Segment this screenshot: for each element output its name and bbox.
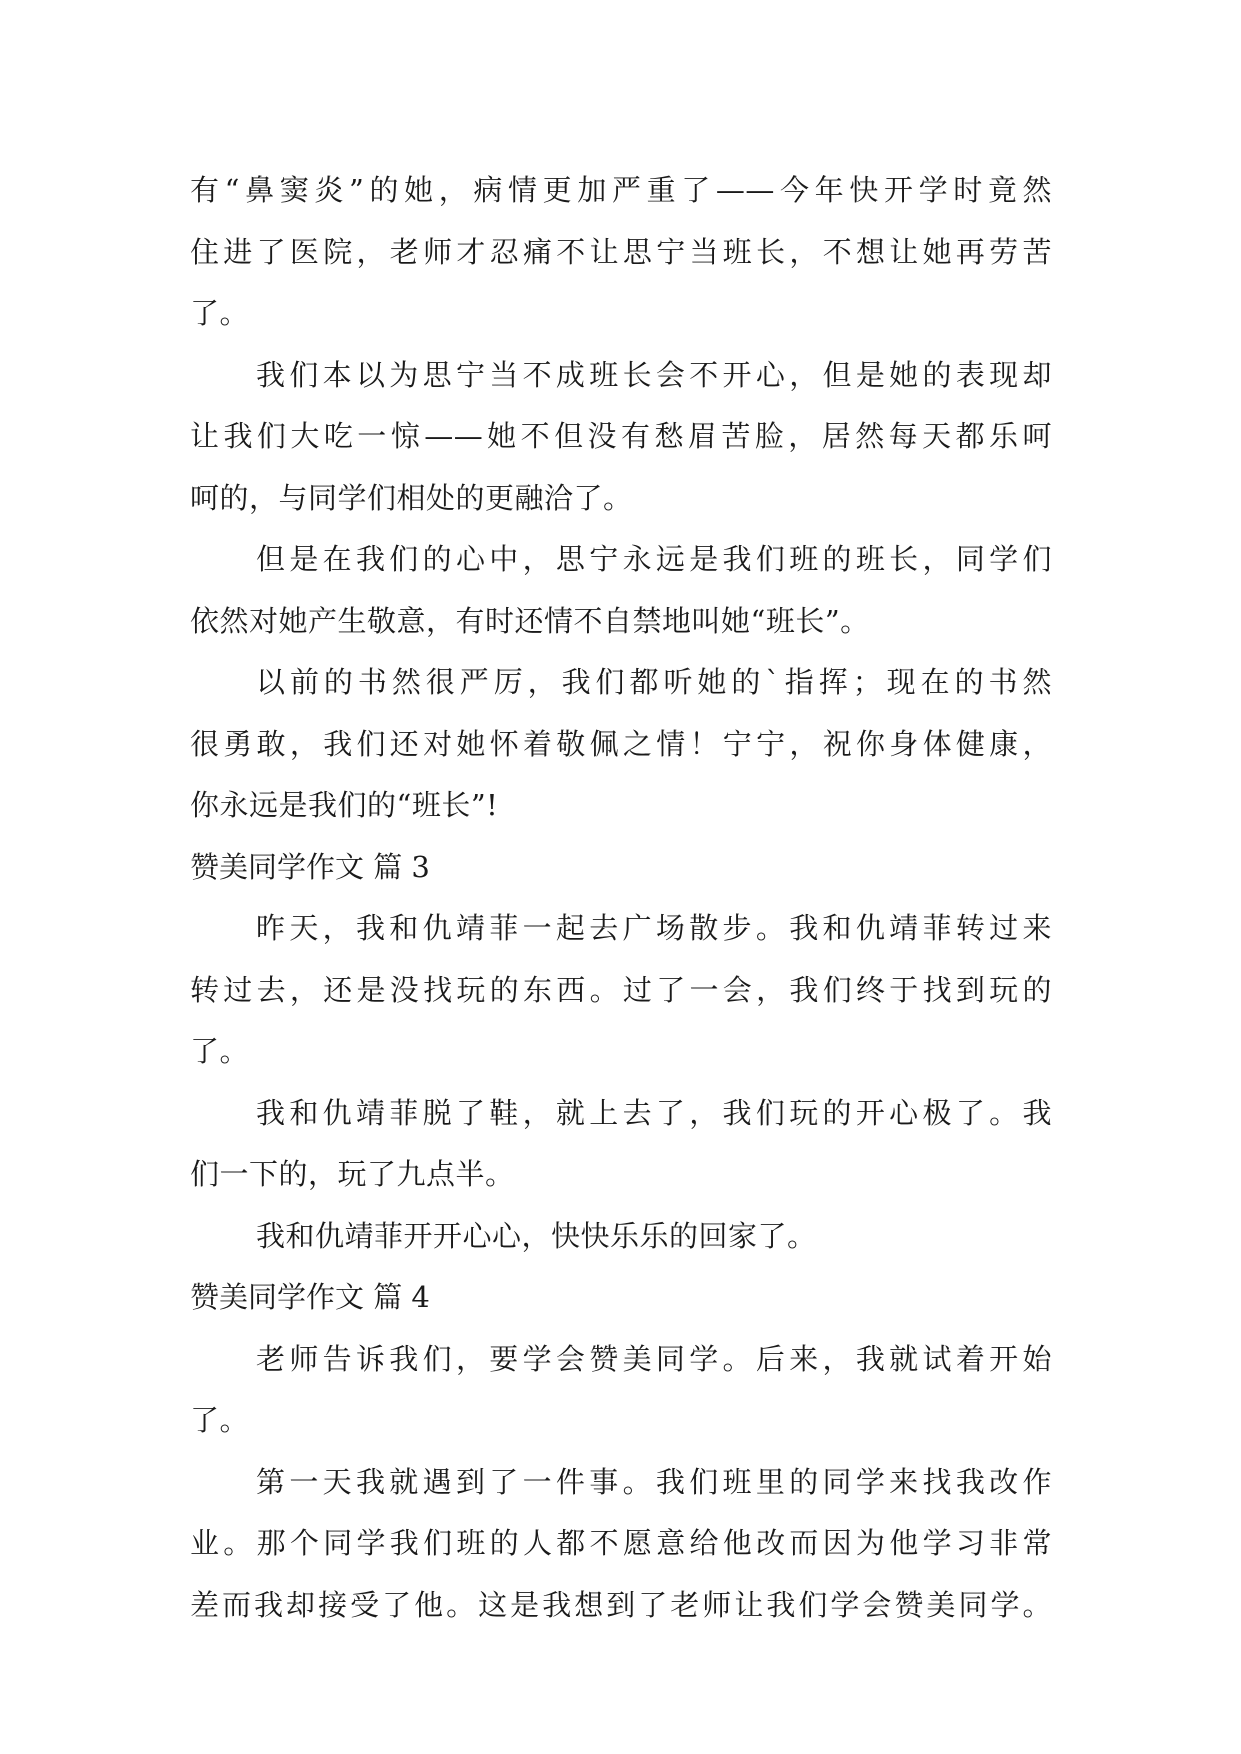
text-line: 们一下的，玩了九点半。: [190, 1157, 515, 1191]
text-line: 呵的，与同学们相处的更融洽了。: [190, 480, 633, 515]
text-line: 了。: [190, 296, 250, 330]
text-line: 住进了医院，老师才忍痛不让思宁当班长，不想让她再劳苦: [190, 234, 1052, 269]
text-line: 了。: [190, 1403, 250, 1437]
text-line: 差而我却接受了他。这是我想到了老师让我们学会赞美同学。: [190, 1587, 1052, 1622]
text-line: 业。那个同学我们班的人都不愿意给他改而因为他学习非常: [190, 1526, 1052, 1560]
text-line: 昨天，我和仇靖菲一起去广场散步。我和仇靖菲转过来: [256, 911, 1052, 945]
text-line: 转过去，还是没找玩的东西。过了一会，我们终于找到玩的: [190, 972, 1052, 1007]
section-heading: 赞美同学作文 篇 4: [190, 1280, 430, 1314]
text-line: 我和仇靖菲开开心心，快快乐乐的回家了。: [256, 1218, 817, 1253]
text-line: 但是在我们的心中，思宁永远是我们班的班长，同学们: [256, 542, 1052, 576]
text-line: 了。: [190, 1034, 250, 1068]
section-heading: 赞美同学作文 篇 3: [190, 849, 430, 884]
text-line: 我们本以为思宁当不成班长会不开心，但是她的表现却: [256, 357, 1052, 392]
text-line: 老师告诉我们，要学会赞美同学。后来，我就试着开始: [256, 1341, 1052, 1376]
text-line: 我和仇靖菲脱了鞋，就上去了，我们玩的开心极了。我: [256, 1095, 1052, 1130]
text-line: 很勇敢，我们还对她怀着敬佩之情！宁宁，祝你身体健康，: [190, 726, 1052, 761]
text-line: 第一天我就遇到了一件事。我们班里的同学来找我改作: [256, 1464, 1052, 1499]
text-line: 让我们大吃一惊——她不但没有愁眉苦脸，居然每天都乐呵: [190, 419, 1052, 453]
text-line: 依然对她产生敬意，有时还情不自禁地叫她“班长”。: [190, 603, 870, 638]
text-line: 你永远是我们的“班长”!: [190, 788, 499, 822]
document-page: [190, 160, 1052, 1636]
text-line: 有“鼻窦炎”的她，病情更加严重了——今年快开学时竟然: [190, 173, 1052, 207]
text-line: 以前的书然很严厉，我们都听她的`指挥；现在的书然: [256, 665, 1052, 699]
